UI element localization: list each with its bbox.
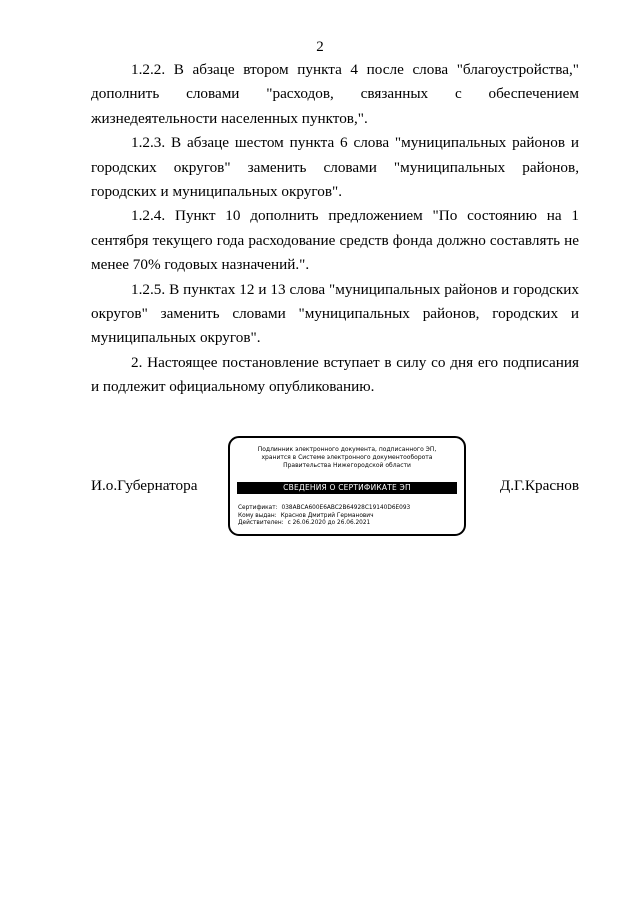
page-number: 2 <box>316 39 324 55</box>
stamp-header <box>238 446 456 470</box>
issued-to-label: Кому выдан: <box>238 512 277 519</box>
issued-to-row <box>238 513 456 521</box>
signature-block <box>91 436 579 540</box>
valid-label: Действителен: <box>238 520 284 526</box>
stamp-title-bar: СВЕДЕНИЯ О СЕРТИФИКАТЕ ЭП <box>237 482 457 494</box>
paragraph-1-2-4: 1.2.4. Пункт 10 дополнить предложением "По состоянию на 1 сентября текущего года расходование средств фонда должно составлять не менее 70% годовых назначений.". <box>91 207 579 274</box>
stamp-header-line: хранится в Системе электронного документооборота <box>261 454 433 461</box>
stamp-details <box>238 505 456 528</box>
valid-value: с 26.06.2020 до 26.06.2021 <box>287 520 371 526</box>
valid-row <box>238 520 456 528</box>
certificate-value: 038ABCA600E6ABC2B64928C19140D6E093 <box>281 505 411 511</box>
signer-name: Д.Г.Краснов <box>499 477 579 494</box>
issued-to-value: Краснов Дмитрий Германович <box>280 512 374 519</box>
paragraph-2: 2. Настоящее постановление вступает в силу со дня его подписания и подлежит официальному опубликованию. <box>91 353 579 396</box>
electronic-signature-stamp <box>228 436 466 536</box>
paragraph-1-2-5: 1.2.5. В пунктах 12 и 13 слова "муниципальных районов и городских округов" заменить словами "муниципальных районов, городских и муниципальных округов". <box>91 280 579 347</box>
document-body <box>91 58 579 400</box>
paragraph-1-2-3: 1.2.3. В абзаце шестом пункта 6 слова "муниципальных районов и городских округов" заменить словами "муниципальных районов, городских и муниципальных округов". <box>91 134 579 201</box>
stamp-header-line: Подлинник электронного документа, подписанного ЭП, <box>257 446 437 453</box>
certificate-label: Сертификат: <box>238 505 278 511</box>
paragraph-1-2-2: 1.2.2. В абзаце втором пункта 4 после слова "благоустройства," дополнить словами "расходов, связанных с обеспечением жизнедеятельности населенных пунктов,". <box>91 61 579 127</box>
certificate-row <box>238 505 456 513</box>
signer-position: И.о.Губернатора <box>91 477 198 494</box>
stamp-header-line: Правительства Нижегородской области <box>283 462 411 469</box>
